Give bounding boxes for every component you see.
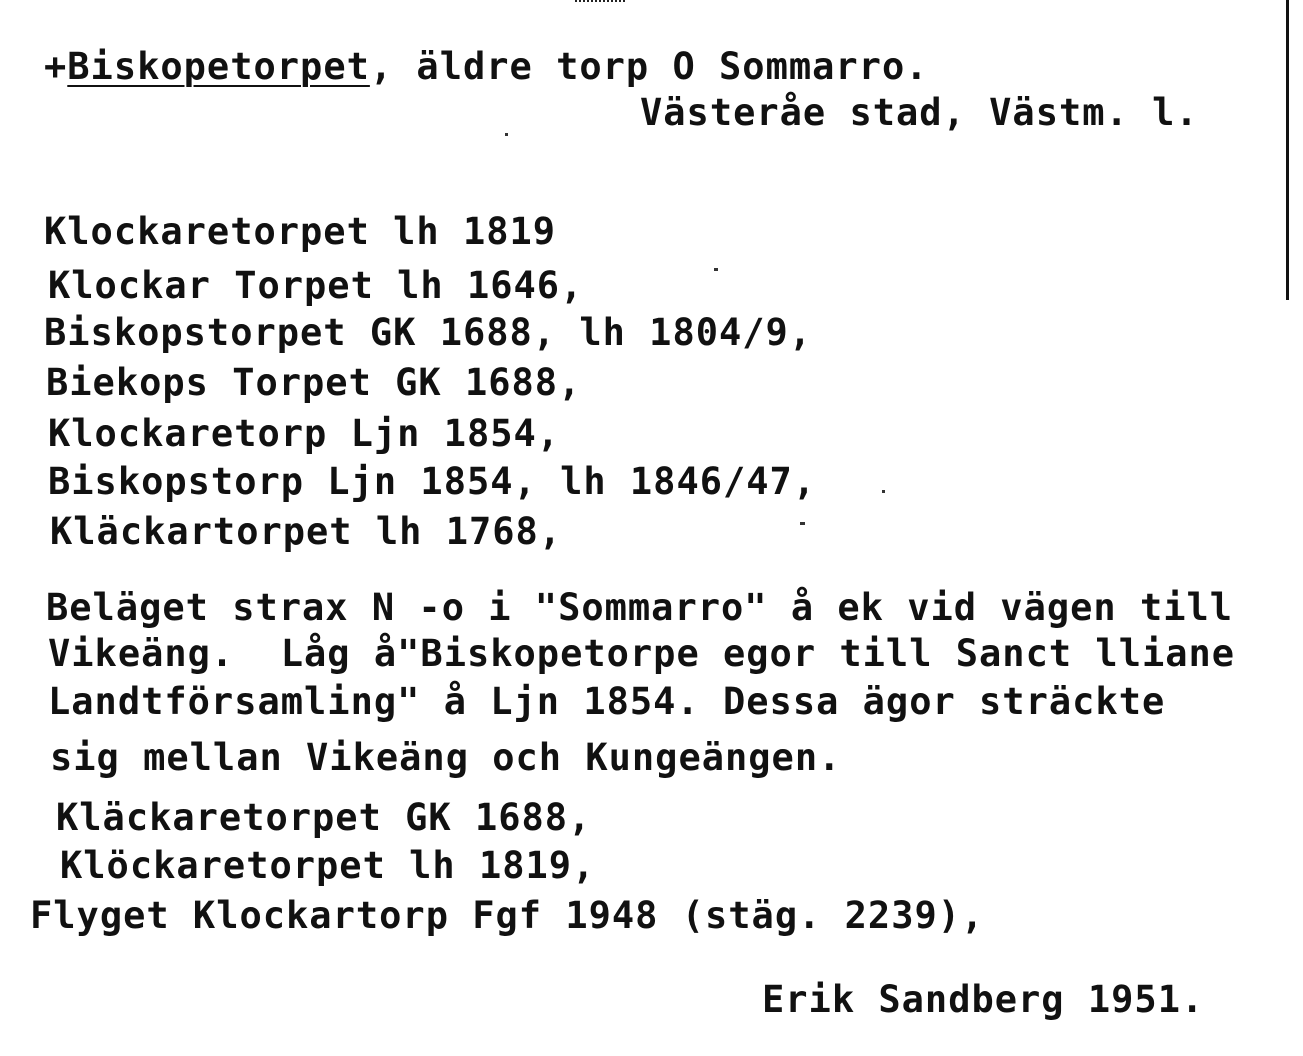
name-form: Biskopstorp Ljn 1854, lh 1846/47, <box>48 460 817 503</box>
name-form: Klockar Torpet lh 1646, <box>48 264 584 307</box>
name-form: Biskopstorpet GK 1688, lh 1804/9, <box>44 311 813 354</box>
name-form: Klockaretorp Ljn 1854, <box>48 412 561 455</box>
entry-location: Västeråe stad, Västm. l. <box>640 91 1199 134</box>
scan-speck <box>505 133 508 136</box>
scan-speck <box>800 522 805 525</box>
entry-title-rest: , äldre torp O Sommarro. <box>369 45 929 88</box>
name-form: Flyget Klockartorp Fgf 1948 (stäg. 2239), <box>30 894 985 937</box>
name-form: Kläckartorpet lh 1768, <box>50 510 563 553</box>
entry-title-name: Biskopetorpet <box>67 45 370 88</box>
description-line: Vikeäng. Låg å"Biskopetorpe egor till Sanct lliane <box>48 632 1236 675</box>
top-edge-dots <box>575 0 625 5</box>
name-form: Klockaretorpet lh 1819 <box>44 210 557 253</box>
name-form: Biekops Torpet GK 1688, <box>46 361 582 404</box>
entry-title-prefix: + <box>44 45 68 88</box>
name-form: Klöckaretorpet lh 1819, <box>60 844 596 887</box>
name-form: Kläckaretorpet GK 1688, <box>56 796 592 839</box>
description-line: sig mellan Vikeäng och Kungeängen. <box>50 736 842 779</box>
description-line: Landtförsamling" å Ljn 1854. Dessa ägor sträckte <box>48 680 1166 723</box>
scan-speck <box>882 490 885 493</box>
description-line: Beläget strax N -o i "Sommarro" å ek vid vägen till <box>46 586 1234 629</box>
card-right-edge-line <box>1286 0 1289 300</box>
signature: Erik Sandberg 1951. <box>762 978 1205 1021</box>
entry-title-line <box>44 47 929 87</box>
scan-speck <box>714 268 718 271</box>
